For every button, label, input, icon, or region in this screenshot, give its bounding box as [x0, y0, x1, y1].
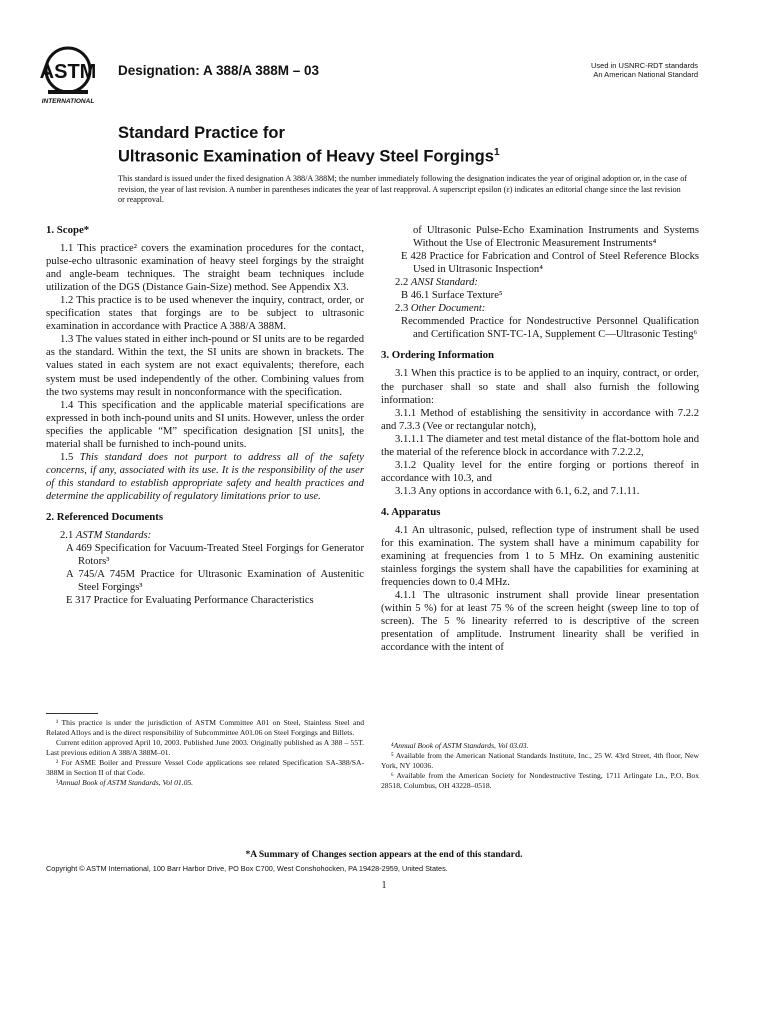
summary-note: *A Summary of Changes section appears at the end of this standard.	[245, 850, 523, 860]
para-4-1: 4.1 An ultrasonic, pulsed, reflection type of instrument shall be used for this examination. The system shall have a minimum capability for examining at frequencies from 1 to 5 MHz. On examining austenitic stainless forgings the system shall have the capabilities for examining at frequencies down to 0.4 MHz.	[381, 524, 699, 589]
para-1-3: 1.3 The values stated in either inch-pound or SI units are to be regarded as the standard. Within the text, the SI units are shown in brackets. The values stated in each system are not exact equivalents; therefore, each system must be used independently of the other. Combining values from the two systems may result in nonconformance with the specification.	[46, 334, 364, 398]
ref-e428: E 428 Practice for Fabrication and Control of Steel Reference Blocks Used in Ultrasonic Inspection⁴	[401, 251, 699, 276]
logo-subtext: INTERNATIONAL	[41, 98, 95, 104]
issued-note: This standard is issued under the fixed designation A 388/A 388M; the number immediately following the designation indicates the year of original adoption or, in the case of revision, the year of last revision. A number in parentheses indicates the year of last reapproval. A superscript epsilon (ε) indicates an editorial change since the last revision or reapproval.	[118, 174, 688, 204]
footnotes-right	[381, 741, 699, 791]
footnote-3-text: Annual Book of ASTM Standards, Vol 01.05.	[58, 778, 194, 787]
designation: Designation: A 388/A 388M – 03	[118, 63, 320, 78]
para-4-1-1: 4.1.1 The ultrasonic instrument shall provide linear presentation (within 5 %) for at least 75 % of the screen height (sweep line to top of screen). The 5 % linearity referred to is descriptive of the screen presentation of amplitude. Instrument linearity shall be verified in accordance with the intent of	[381, 590, 699, 654]
para-1-5-text: This standard does not purport to address all of the safety concerns, if any, associated with its use. It is the responsibility of the user of this standard to establish appropriate safety and health practices and determine the applicability of regulatory limitations prior to use.	[46, 451, 364, 502]
para-2-3-text: Other Document:	[410, 303, 486, 315]
ref-e317: E 317 Practice for Evaluating Performance Characteristics	[66, 595, 314, 607]
ref-a745: A 745/A 745M Practice for Ultrasonic Examination of Austenitic Steel Forgings³	[66, 569, 364, 594]
para-3-1: 3.1 When this practice is to be applied to an inquiry, contract, or order, the purchaser shall so state and shall also furnish the following information:	[381, 368, 699, 406]
copyright: Copyright © ASTM International, 100 Barr Harbor Drive, PO Box C700, West Conshohocken, PA 19428-2959, United States.	[46, 864, 448, 873]
refs-heading: 2. Referenced Documents	[46, 510, 164, 523]
para-2-1-text: ASTM Standards:	[75, 530, 152, 542]
footnote-4-text: Annual Book of ASTM Standards, Vol 03.03.	[393, 741, 529, 750]
title-line2	[118, 143, 678, 167]
apparatus-heading: 4. Apparatus	[381, 505, 441, 518]
para-1-1: 1.1 This practice² covers the examination procedures for the contact, pulse-echo ultrasonic examination of heavy steel forgings by the straight and angle-beam techniques. The straight beam techniques include utilization of the DGS (Distance Gain-Size) method. See Appendix X3.	[46, 243, 364, 294]
footnote-5: ⁵ Available from the American National Standards Institute, Inc., 25 W. 43rd Street, 4th floor, New York, NY 10036.	[381, 751, 699, 770]
scope-heading: 1. Scope*	[46, 224, 90, 236]
logo-text: ASTM	[39, 61, 97, 83]
left-column	[46, 224, 364, 607]
right-column	[381, 224, 699, 654]
title-footnote-mark: 1	[493, 147, 500, 158]
para-2-1-num: 2.1	[60, 530, 74, 542]
para-2-3	[381, 302, 699, 315]
footnote-2: ² For ASME Boiler and Pressure Vessel Code applications see related Specification SA-388/SA-388M in Section II of that Code.	[46, 758, 364, 777]
footnote-6: ⁶ Available from the American Society for Nondestructive Testing, 1711 Arlingate Ln., P.O. Box 28518, Columbus, OH 43228–0518.	[381, 771, 699, 790]
footnote-rule	[46, 713, 98, 714]
para-3-1-1: 3.1.1 Method of establishing the sensitivity in accordance with 7.2.2 and 7.3.3 (Vee or rectangular notch),	[381, 407, 699, 432]
used-in-line1: Used in USNRC-RDT standards	[591, 61, 698, 70]
used-in-note	[591, 61, 698, 79]
ordering-heading: 3. Ordering Information	[381, 349, 495, 362]
used-in-line2: An American National Standard	[593, 70, 698, 79]
para-1-4: 1.4 This specification and the applicable material specifications are expressed in both inch-pound units and SI units. However, unless the order specifies the applicable “M” specification designation [SI units], the material shall be furnished to inch-pound units.	[46, 399, 364, 450]
ref-a469: A 469 Specification for Vacuum-Treated Steel Forgings for Generator Rotors³	[66, 543, 364, 568]
ref-snt: Recommended Practice for Nondestructive Personnel Qualification and Certification SNT-TC-1A, Supplement C—Ultrasonic Testing⁶	[401, 316, 699, 341]
footnotes-left	[46, 713, 364, 788]
para-1-5	[46, 451, 364, 503]
para-2-3-num: 2.3	[395, 303, 409, 315]
footnote-4-mark: ⁴	[391, 741, 394, 750]
title-line1: Standard Practice for	[118, 124, 285, 142]
footnote-1b: Current edition approved April 10, 2003. Published June 2003. Originally published as A 388 – 55T. Last previous edition A 388/A 388M–01.	[46, 738, 364, 757]
para-2-2	[381, 276, 699, 289]
para-1-5-num: 1.5	[60, 451, 74, 463]
para-3-1-3: 3.1.3 Any options in accordance with 6.1, 6.2, and 7.1.11.	[395, 485, 640, 497]
para-3-1-2: 3.1.2 Quality level for the entire forging or portions thereof in accordance with 10.3, and	[381, 459, 699, 484]
ref-b46: B 46.1 Surface Texture⁵	[401, 290, 503, 302]
footnote-1: ¹ This practice is under the jurisdiction of ASTM Committee A01 on Steel, Stainless Steel and Related Alloys and is the direct responsibility of Subcommittee A01.06 on Steel Forgings and Billets.	[46, 718, 364, 737]
title-main: Ultrasonic Examination of Heavy Steel Forgings	[118, 147, 494, 166]
footnote-4	[381, 741, 699, 751]
footnote-3-mark: ³	[56, 778, 59, 787]
footnote-3	[46, 778, 364, 788]
para-2-2-num: 2.2	[395, 277, 409, 289]
para-2-1	[46, 529, 364, 542]
page-number: 1	[381, 880, 387, 891]
astm-logo	[30, 42, 110, 104]
para-1-2: 1.2 This practice is to be used whenever the inquiry, contract, order, or specification states that forgings are to be subject to ultrasonic examination in accordance with Practice A 388/A 388M.	[46, 295, 364, 333]
para-2-2-text: ANSI Standard:	[410, 277, 478, 289]
ref-e317-cont: of Ultrasonic Pulse-Echo Examination Instruments and Systems Without the Use of Electronic Measurement Instruments⁴	[413, 225, 699, 250]
page-title	[118, 124, 678, 167]
para-3-1-1-1: 3.1.1.1 The diameter and test metal distance of the flat-bottom hole and the material of the reference block in accordance with 7.2.2.2,	[381, 433, 699, 458]
